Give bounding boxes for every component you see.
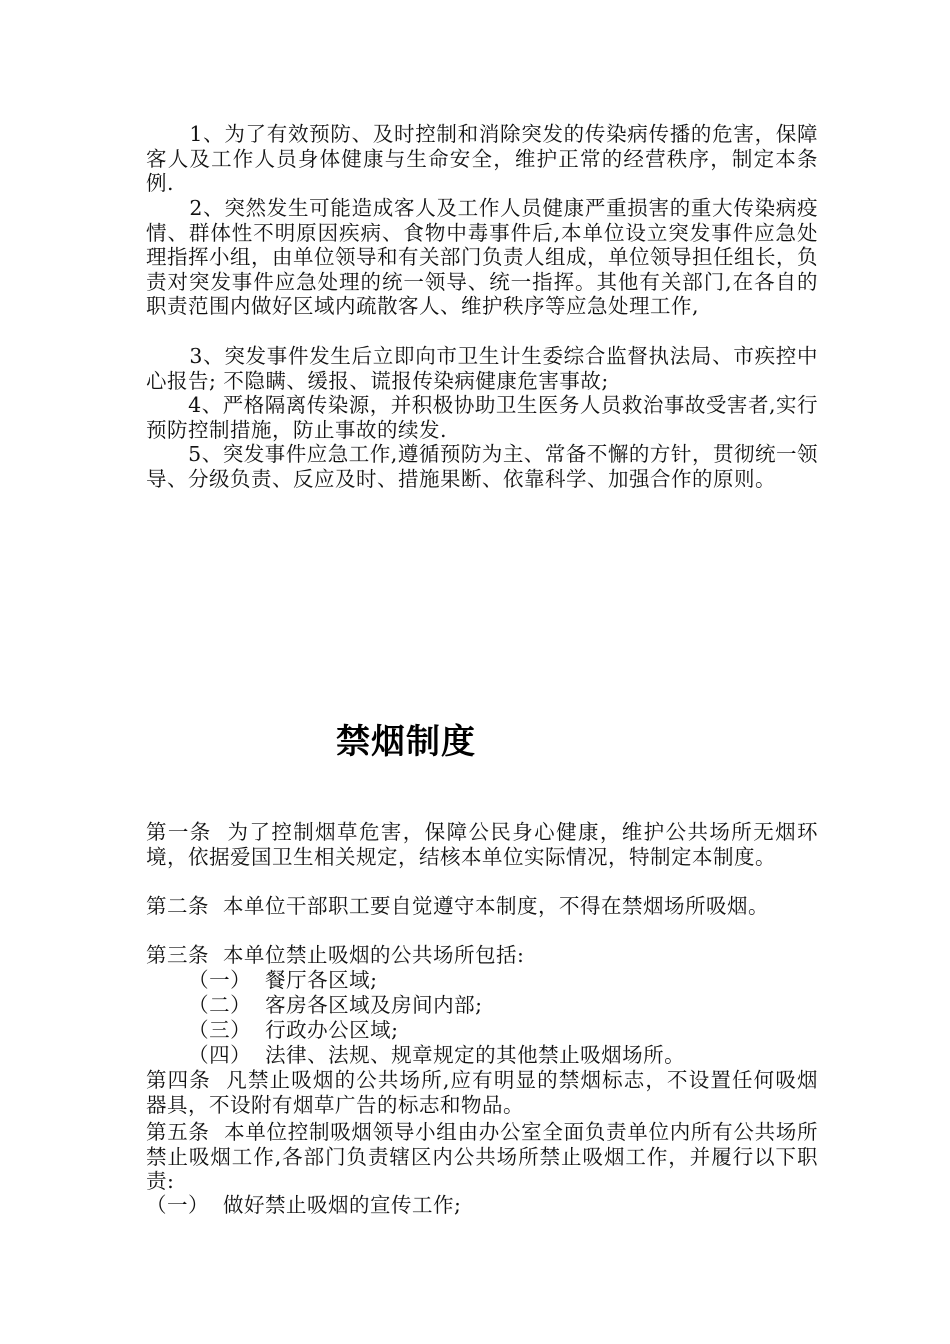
paragraph-1: 1、为了有效预防、及时控制和消除突发的传染病传播的危害，保障客人及工作人员身体健康与生命安全，维护正常的经营秩序，制定本条例. [146, 122, 818, 196]
article-2: 第二条 本单位干部职工要自觉遵守本制度，不得在禁烟场所吸烟。 [146, 894, 770, 918]
duty-item-1: （一） 做好禁止吸烟的宣传工作; [146, 1193, 462, 1217]
article-5: 第五条 本单位控制吸烟领导小组由办公室全面负责单位内所有公共场所禁止吸烟工作,各部门负责辖区内公共场所禁止吸烟工作，并履行以下职责: [146, 1120, 818, 1194]
list-item-1: （一） 餐厅各区域; [146, 968, 378, 992]
article-3: 第三条 本单位禁止吸烟的公共场所包括: [146, 943, 525, 967]
list-item-2: （二） 客房各区域及房间内部; [146, 993, 483, 1017]
paragraph-4: 4、严格隔离传染源，并积极协助卫生医务人员救治事故受害者,实行预防控制措施，防止事故的续发. [146, 393, 818, 442]
paragraph-3: 3、突发事件发生后立即向市卫生计生委综合监督执法局、市疾控中心报告; 不隐瞒、缓报、谎报传染病健康危害事故; [146, 344, 818, 393]
list-item-4: （四） 法律、法规、规章规定的其他禁止吸烟场所。 [146, 1043, 686, 1067]
paragraph-5: 5、突发事件应急工作,遵循预防为主、常备不懈的方针，贯彻统一领导、分级负责、反应及时、措施果断、依靠科学、加强合作的原则。 [146, 442, 818, 491]
section-title: 禁烟制度 [336, 722, 476, 762]
paragraph-2: 2、突然发生可能造成客人及工作人员健康严重损害的重大传染病疫情、群体性不明原因疾病、食物中毒事件后,本单位设立突发事件应急处理指挥小组，由单位领导和有关部门负责人组成，单位领导担任组长，负责对突发事件应急处理的统一领导、统一指挥。其他有关部门,在各自的职责范围内做好区域内疏散客人、维护秩序等应急处理工作, [146, 196, 818, 319]
article-4: 第四条 凡禁止吸烟的公共场所,应有明显的禁烟标志，不设置任何吸烟器具，不设附有烟草广告的标志和物品。 [146, 1068, 818, 1117]
list-item-3: （三） 行政办公区域; [146, 1018, 399, 1042]
article-1: 第一条 为了控制烟草危害，保障公民身心健康，维护公共场所无烟环境，依据爱国卫生相关规定，结核本单位实际情况，特制定本制度。 [146, 820, 818, 869]
